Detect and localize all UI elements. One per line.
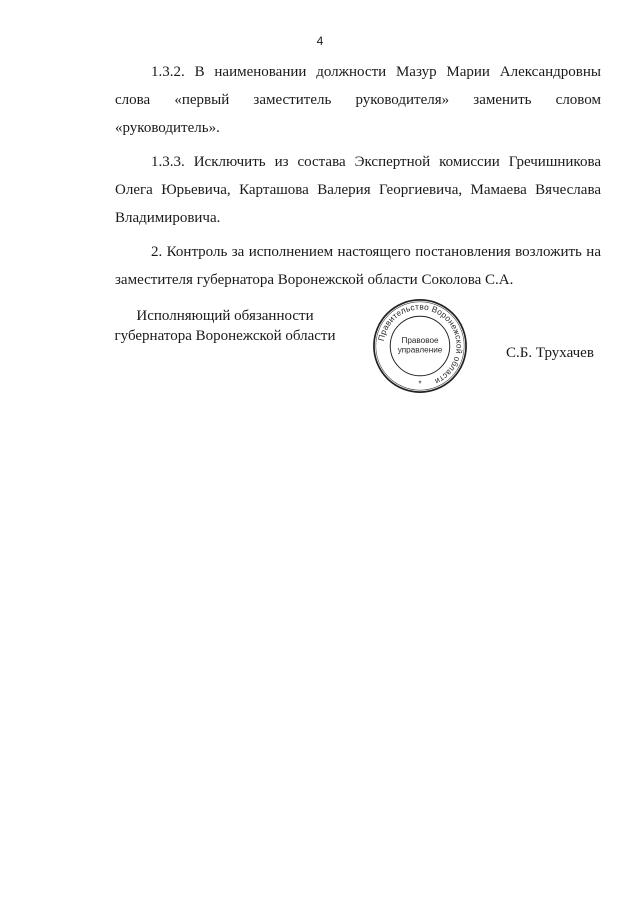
paragraph-1-3-3: 1.3.3. Исключить из состава Экспертной комиссии Гречишникова Олега Юрьевича, Карташова Валерия Георгиевича, Мамаева Вячеслава Владимировича. bbox=[115, 154, 601, 226]
official-stamp bbox=[372, 298, 468, 394]
stamp-center-line-1: Правовое bbox=[401, 336, 439, 346]
page-number: 4 bbox=[316, 34, 324, 48]
signatory-title-line-1: Исполняющий обязанности bbox=[136, 308, 314, 324]
signatory-title-line-2: губернатора Воронежской области bbox=[114, 328, 336, 344]
paragraph-2: 2. Контроль за исполнением настоящего постановления возложить на заместителя губернатора Воронежской области Соколова С.А. bbox=[115, 244, 601, 288]
paragraph-1-3-2: 1.3.2. В наименовании должности Мазур Марии Александровны слова «первый заместитель руководителя» заменить словом «руководитель». bbox=[115, 64, 601, 136]
stamp-center-line-2: управление bbox=[397, 345, 443, 355]
stamp-star-icon: * bbox=[418, 379, 422, 389]
stamp-ring-textpath: Правительство Воронежской области bbox=[375, 301, 465, 387]
document-body bbox=[115, 58, 601, 300]
signatory-title bbox=[110, 306, 340, 346]
signatory-name: С.Б. Трухачев bbox=[506, 345, 594, 361]
